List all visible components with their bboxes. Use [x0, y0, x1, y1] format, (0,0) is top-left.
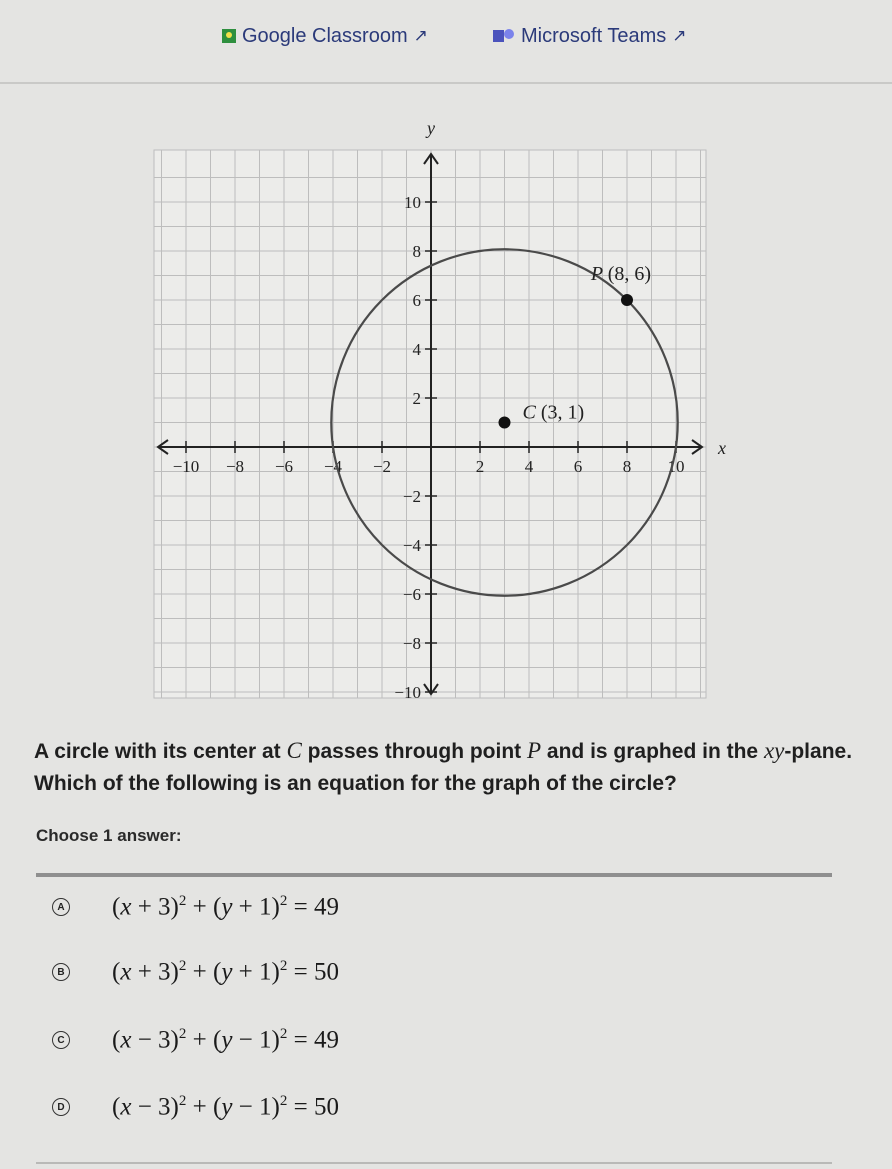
point-label-c	[523, 402, 585, 424]
eq-y-const: 1	[259, 1093, 272, 1121]
point-c	[499, 417, 511, 429]
point-p	[621, 294, 633, 306]
x-axis-label: x	[718, 438, 726, 458]
option-letter-a-icon: A	[52, 898, 70, 916]
y-tick-label: −8	[402, 634, 421, 653]
eq-x-const: 3	[158, 893, 171, 921]
answer-option-b[interactable]	[52, 952, 552, 992]
eq-sign: +	[238, 893, 253, 921]
option-letter-d-icon: D	[52, 1098, 70, 1116]
y-tick-label: −4	[402, 536, 421, 555]
point-name: P	[590, 263, 608, 285]
question-text	[34, 735, 854, 800]
top-bar	[0, 0, 892, 84]
google-classroom-link[interactable]	[222, 22, 428, 50]
var-c: C	[286, 738, 302, 763]
x-tick-label: 10	[667, 457, 685, 476]
answer-option-a[interactable]	[52, 887, 552, 927]
eq-sign: −	[238, 1093, 253, 1121]
eq-rhs: 49	[313, 893, 339, 921]
x-tick-label: 4	[524, 457, 534, 476]
external-link-icon: ↗	[413, 26, 428, 45]
choose-label: Choose 1 answer:	[36, 826, 182, 845]
question-part: A circle with its center at	[34, 740, 287, 763]
microsoft-teams-icon	[493, 29, 515, 43]
option-letter-c-icon: C	[52, 1031, 70, 1049]
external-link-icon: ↗	[672, 26, 687, 45]
eq-rhs: 50	[313, 958, 339, 986]
eq-rhs: 49	[313, 1026, 339, 1054]
eq-x-const: 3	[158, 1093, 171, 1121]
microsoft-teams-label: Microsoft Teams	[521, 24, 667, 47]
x-tick-label: 8	[622, 457, 632, 476]
x-tick-label: −8	[225, 457, 245, 476]
y-axis-label: y	[427, 118, 435, 138]
question-part: passes through point	[301, 740, 528, 763]
y-tick-label: 8	[412, 242, 421, 261]
eq-y-const: 1	[259, 893, 272, 921]
x-tick-label: −6	[274, 457, 294, 476]
answer-option-c[interactable]	[52, 1020, 552, 1060]
point-label-p	[590, 263, 651, 285]
option-equation: $(x - 3)^2 + (y - 1)^2 = 49$	[112, 1025, 339, 1054]
coordinate-graph	[140, 110, 740, 710]
y-tick-label: 6	[412, 291, 421, 310]
question-part: and is graphed in the	[541, 740, 764, 763]
divider	[36, 873, 832, 877]
question-part: -plane. Which of the following is an equation for the graph of the circle?	[34, 740, 853, 795]
x-tick-label: −10	[172, 457, 200, 476]
microsoft-teams-link[interactable]	[493, 22, 686, 50]
eq-sign: +	[137, 958, 152, 986]
var-xy: xy	[763, 738, 785, 763]
point-name: C	[522, 401, 541, 424]
x-tick-label: 2	[475, 457, 485, 476]
eq-y-const: 1	[259, 1026, 272, 1054]
y-tick-label: −10	[394, 683, 421, 702]
point-coords: (8, 6)	[607, 263, 652, 285]
google-classroom-icon	[222, 29, 236, 43]
x-tick-label: −4	[323, 457, 343, 476]
y-tick-label: 4	[412, 340, 421, 359]
x-tick-label: −2	[372, 457, 392, 476]
answer-option-d[interactable]	[52, 1087, 552, 1127]
option-letter-b-icon: B	[52, 963, 70, 981]
eq-sign: −	[137, 1026, 152, 1054]
bottom-divider	[36, 1162, 832, 1164]
x-tick-label: 6	[573, 457, 583, 476]
eq-x-const: 3	[158, 1026, 171, 1054]
eq-sign: +	[137, 893, 152, 921]
y-tick-label: 2	[412, 389, 421, 408]
var-p: P	[527, 738, 542, 763]
eq-sign: −	[238, 1026, 253, 1054]
point-coords: (3, 1)	[540, 401, 585, 424]
eq-sign: −	[137, 1093, 152, 1121]
eq-x-const: 3	[158, 958, 171, 986]
eq-rhs: 50	[313, 1093, 339, 1121]
option-equation: $(x + 3)^2 + (y + 1)^2 = 49$	[112, 892, 339, 921]
y-tick-label: 10	[404, 193, 421, 212]
y-tick-label: −6	[402, 585, 421, 604]
eq-sign: +	[238, 958, 253, 986]
y-tick-label: −2	[402, 487, 421, 506]
option-equation: $(x + 3)^2 + (y + 1)^2 = 50$	[112, 957, 339, 986]
eq-y-const: 1	[259, 958, 272, 986]
option-equation: $(x - 3)^2 + (y - 1)^2 = 50$	[112, 1092, 339, 1121]
google-classroom-label: Google Classroom	[242, 24, 408, 47]
